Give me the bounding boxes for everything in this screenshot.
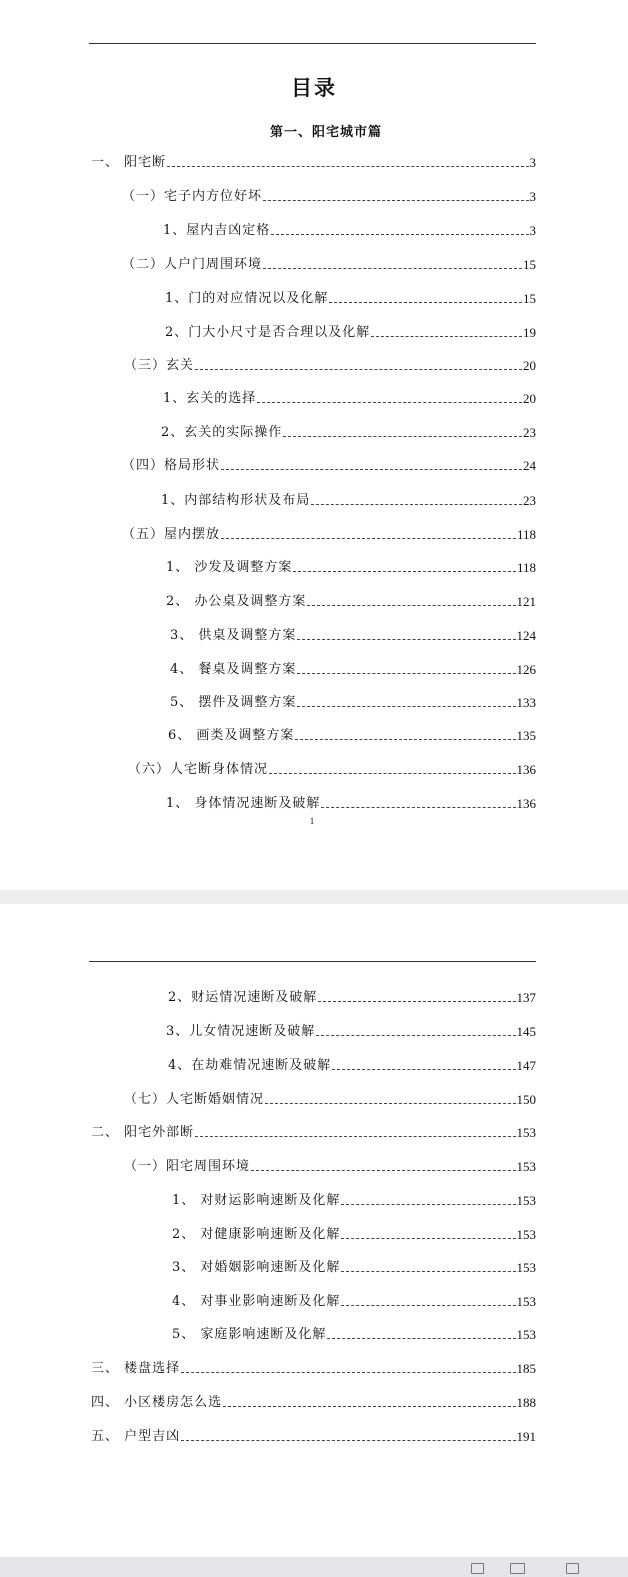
toc-entry-label: （一）宅子内方位好坏 xyxy=(122,189,263,204)
toc-leader-dots xyxy=(265,1103,515,1104)
toc-entry[interactable] xyxy=(172,1293,536,1311)
toc-leader-dots xyxy=(251,1170,515,1171)
toc-leader-dots xyxy=(195,1136,515,1137)
toc-entry[interactable] xyxy=(163,222,536,240)
toc-entry[interactable] xyxy=(172,1192,536,1210)
toc-entry-page: 118 xyxy=(516,560,536,575)
toc-entry-label: （五）屋内摆放 xyxy=(122,527,221,542)
toc-leader-dots xyxy=(329,302,522,303)
toc-entry-page: 3 xyxy=(529,223,536,238)
toc-entry-page: 188 xyxy=(516,1395,536,1410)
page-view-icon[interactable] xyxy=(471,1563,484,1574)
toc-entry-label: 4、 餐桌及调整方案 xyxy=(170,662,297,677)
toc-entry[interactable] xyxy=(166,593,536,611)
toc-entry[interactable] xyxy=(170,694,536,712)
toc-leader-dots xyxy=(316,1035,515,1036)
toc-entry-label: 3、儿女情况速断及破解 xyxy=(166,1024,316,1039)
toc-entry[interactable] xyxy=(161,492,536,510)
toc-leader-dots xyxy=(327,1338,515,1339)
toc-leader-dots xyxy=(297,706,515,707)
toc-entry-label: 五、 户型吉凶 xyxy=(91,1429,181,1444)
toc-leader-dots xyxy=(297,639,515,640)
status-bar xyxy=(0,1557,628,1577)
toc-entry[interactable] xyxy=(91,1124,536,1142)
toc-entry-page: 153 xyxy=(516,1125,536,1140)
toc-leader-dots xyxy=(307,605,515,606)
toc-leader-dots xyxy=(283,436,522,437)
toc-entry[interactable] xyxy=(165,290,536,308)
toc-leader-dots xyxy=(341,1305,515,1306)
toc-entry-page: 185 xyxy=(516,1361,536,1376)
toc-entry-label: 2、财运情况速断及破解 xyxy=(168,990,318,1005)
toc-leader-dots xyxy=(293,571,516,572)
toc-entry-label: 1、 对财运影响速断及化解 xyxy=(172,1193,341,1208)
toc-entry[interactable] xyxy=(122,457,536,475)
toc-entry-page: 23 xyxy=(523,493,536,508)
toc-entry-label: 四、 小区楼房怎么选 xyxy=(91,1395,223,1410)
toc-entry-page: 19 xyxy=(523,325,536,340)
toc-entry-page: 15 xyxy=(523,291,536,306)
toc-entry[interactable] xyxy=(172,1259,536,1277)
toc-leader-dots xyxy=(167,166,528,167)
toc-entry-page: 145 xyxy=(516,1024,536,1039)
toc-entry[interactable] xyxy=(172,1226,536,1244)
toc-entry[interactable] xyxy=(168,727,536,745)
toc-leader-dots xyxy=(311,504,522,505)
toc-entry-label: 2、 办公桌及调整方案 xyxy=(166,594,307,609)
section-heading: 第一、阳宅城市篇 xyxy=(269,125,382,140)
toc-entry-page: 136 xyxy=(516,762,536,777)
toc-entry[interactable] xyxy=(91,1394,536,1412)
toc-entry[interactable] xyxy=(172,1326,536,1344)
toc-entry-page: 20 xyxy=(523,391,536,406)
toc-entry[interactable] xyxy=(124,1158,536,1176)
toc-entry[interactable] xyxy=(124,1091,536,1109)
toc-entry-page: 153 xyxy=(516,1327,536,1342)
toc-entry-label: 1、内部结构形状及布局 xyxy=(161,493,311,508)
toc-entry-label: 1、玄关的选择 xyxy=(163,391,257,406)
toc-entry-page: 126 xyxy=(516,662,536,677)
toc-entry-label: 5、 家庭影响速断及化解 xyxy=(172,1327,327,1342)
toc-leader-dots xyxy=(221,469,522,470)
toc-entry-label: 6、 画类及调整方案 xyxy=(168,728,295,743)
toc-entry[interactable] xyxy=(168,1057,536,1075)
toc-entry-page: 136 xyxy=(516,796,536,811)
toc-entry-page: 124 xyxy=(516,628,536,643)
toc-leader-dots xyxy=(332,1069,515,1070)
header-rule xyxy=(89,43,536,44)
toc-entry-page: 23 xyxy=(523,425,536,440)
document-page-2 xyxy=(0,904,628,1557)
toc-entry-label: 2、门大小尺寸是否合理以及化解 xyxy=(165,325,371,340)
toc-entry[interactable] xyxy=(124,357,536,375)
toc-leader-dots xyxy=(221,538,516,539)
toc-entry-page: 191 xyxy=(516,1429,536,1444)
page-number: 1 xyxy=(309,816,315,826)
toc-leader-dots xyxy=(223,1406,515,1407)
toc-entry-page: 153 xyxy=(516,1260,536,1275)
toc-entry-label: （七）人宅断婚姻情况 xyxy=(124,1092,265,1107)
toc-entry-label: 1、屋内吉凶定格 xyxy=(163,223,271,238)
toc-entry[interactable] xyxy=(122,188,536,206)
toc-entry-label: 1、 沙发及调整方案 xyxy=(166,560,293,575)
toc-entry-page: 121 xyxy=(516,594,536,609)
toc-entry-label: 4、在劫难情况速断及破解 xyxy=(168,1058,332,1073)
toc-entry-page: 20 xyxy=(523,358,536,373)
toc-entry[interactable] xyxy=(128,761,536,779)
toc-entry-page: 153 xyxy=(516,1294,536,1309)
toc-entry[interactable] xyxy=(166,795,536,813)
toc-entry-label: 5、 摆件及调整方案 xyxy=(170,695,297,710)
document-title: 目录 xyxy=(291,75,337,100)
toc-entry-label: 3、 供桌及调整方案 xyxy=(170,628,297,643)
two-page-view-icon[interactable] xyxy=(510,1563,525,1574)
toc-entry-label: 一、 阳宅断 xyxy=(91,155,167,170)
toc-entry[interactable] xyxy=(91,154,536,172)
toc-entry[interactable] xyxy=(91,1428,536,1446)
toc-entry[interactable] xyxy=(166,559,536,577)
toc-leader-dots xyxy=(341,1238,515,1239)
toc-leader-dots xyxy=(271,234,528,235)
toc-entry[interactable] xyxy=(166,1023,536,1041)
toc-entry-page: 15 xyxy=(523,257,536,272)
toc-entry-page: 153 xyxy=(516,1227,536,1242)
toc-leader-dots xyxy=(318,1001,515,1002)
toc-entry[interactable] xyxy=(122,256,536,274)
toc-leader-dots xyxy=(297,673,515,674)
toc-entry[interactable] xyxy=(91,1360,536,1378)
toc-entry-page: 137 xyxy=(516,990,536,1005)
toc-entry-page: 24 xyxy=(523,458,536,473)
toc-entry[interactable] xyxy=(165,324,536,342)
toc-entry-page: 3 xyxy=(529,189,536,204)
toc-leader-dots xyxy=(295,739,515,740)
toc-entry-label: 3、 对婚姻影响速断及化解 xyxy=(172,1260,341,1275)
toc-entry-label: （一）阳宅周围环境 xyxy=(124,1159,251,1174)
toc-entry-page: 118 xyxy=(516,527,536,542)
toc-leader-dots xyxy=(181,1440,515,1441)
toc-leader-dots xyxy=(195,369,522,370)
toc-entry-label: 1、门的对应情况以及化解 xyxy=(165,291,329,306)
toc-entry-label: 4、 对事业影响速断及化解 xyxy=(172,1294,341,1309)
toc-entry-page: 3 xyxy=(529,155,536,170)
toc-entry[interactable] xyxy=(161,424,536,442)
toc-leader-dots xyxy=(263,200,528,201)
toc-entry[interactable] xyxy=(168,989,536,1007)
toc-leader-dots xyxy=(341,1271,515,1272)
single-page-icon[interactable] xyxy=(566,1563,579,1574)
toc-entry-label: 2、玄关的实际操作 xyxy=(161,425,283,440)
toc-entry[interactable] xyxy=(122,526,536,544)
toc-entry-label: 二、 阳宅外部断 xyxy=(91,1125,195,1140)
toc-entry-label: （三）玄关 xyxy=(124,358,195,373)
toc-entry-page: 135 xyxy=(516,728,536,743)
header-rule xyxy=(89,961,536,962)
toc-leader-dots xyxy=(269,773,515,774)
toc-entry-page: 133 xyxy=(516,695,536,710)
toc-entry-label: 三、 楼盘选择 xyxy=(91,1361,181,1376)
toc-leader-dots xyxy=(257,402,522,403)
toc-entry[interactable] xyxy=(170,627,536,645)
toc-entry-page: 147 xyxy=(516,1058,536,1073)
toc-entry-page: 150 xyxy=(516,1092,536,1107)
toc-entry-label: 2、 对健康影响速断及化解 xyxy=(172,1227,341,1242)
toc-leader-dots xyxy=(181,1372,515,1373)
toc-leader-dots xyxy=(263,268,522,269)
toc-entry[interactable] xyxy=(170,661,536,679)
toc-entry-label: （四）格局形状 xyxy=(122,458,221,473)
toc-entry-page: 153 xyxy=(516,1193,536,1208)
toc-entry-label: 1、 身体情况速断及破解 xyxy=(166,796,321,811)
toc-entry[interactable] xyxy=(163,390,536,408)
toc-entry-label: （二）人户门周围环境 xyxy=(122,257,263,272)
toc-leader-dots xyxy=(321,807,515,808)
toc-entry-label: （六）人宅断身体情况 xyxy=(128,762,269,777)
toc-leader-dots xyxy=(371,336,522,337)
toc-entry-page: 153 xyxy=(516,1159,536,1174)
toc-leader-dots xyxy=(341,1204,515,1205)
